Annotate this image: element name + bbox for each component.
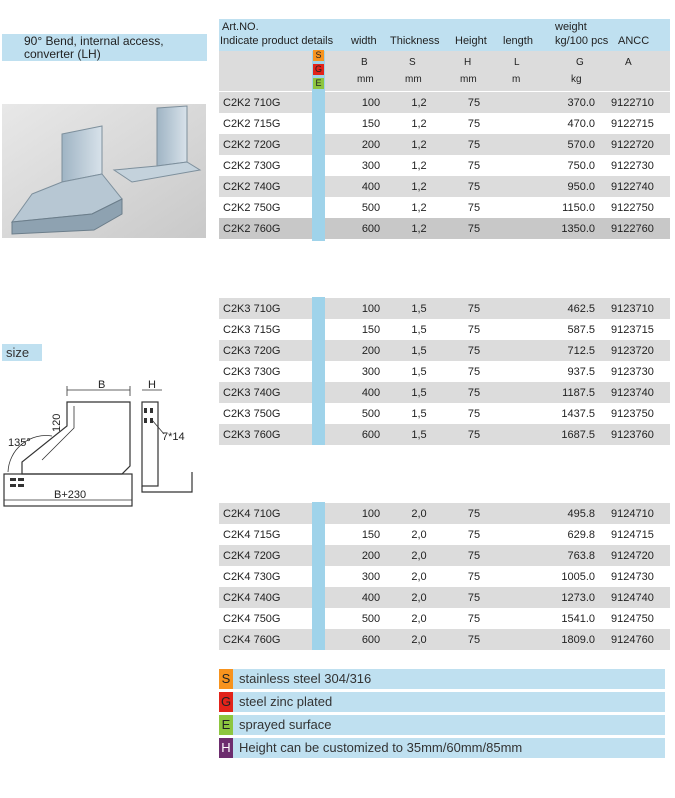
- tag-g-header: G: [314, 64, 322, 74]
- cell-height: 75: [467, 303, 481, 315]
- cell-weight: 1150.0: [562, 202, 595, 214]
- cell-ancc: 9122710: [611, 97, 654, 109]
- cell-art-no: C2K3 710G: [223, 303, 281, 315]
- table-row: [219, 218, 670, 239]
- table-row: [219, 524, 670, 545]
- cell-ancc: 9123740: [611, 387, 654, 399]
- cell-thickness: 1,2: [411, 118, 427, 130]
- table-row: [219, 155, 670, 176]
- cell-ancc: 9122740: [611, 181, 654, 193]
- cell-thickness: 1,5: [411, 366, 427, 378]
- sym-b: B: [361, 57, 368, 68]
- angle-label: 135°: [8, 437, 31, 449]
- cell-art-no: C2K4 760G: [223, 634, 281, 646]
- cell-weight: 1687.5: [561, 429, 595, 441]
- table-row: [219, 382, 670, 403]
- legend-tag-g: G: [219, 692, 233, 712]
- cell-thickness: 1,5: [411, 429, 427, 441]
- cell-weight: 763.8: [567, 550, 595, 562]
- legend-tag-s: S: [219, 669, 233, 689]
- cell-weight: 1541.0: [561, 613, 595, 625]
- cell-thickness: 1,2: [411, 160, 427, 172]
- cell-height: 75: [467, 366, 481, 378]
- cell-width: 100: [361, 303, 381, 315]
- cell-width: 200: [361, 550, 381, 562]
- cell-ancc: 9123760: [611, 429, 654, 441]
- cell-art-no: C2K4 750G: [223, 613, 281, 625]
- header-thickness: Thickness: [390, 35, 440, 47]
- table-row: [219, 176, 670, 197]
- stripe-2: [312, 297, 325, 445]
- cell-width: 150: [361, 118, 381, 130]
- cell-width: 500: [361, 202, 381, 214]
- cell-ancc: 9124710: [611, 508, 654, 520]
- cell-height: 75: [467, 550, 481, 562]
- cell-width: 200: [361, 345, 381, 357]
- cell-height: 75: [467, 160, 481, 172]
- legend-s: [219, 669, 665, 689]
- cell-height: 75: [467, 571, 481, 583]
- cell-height: 75: [467, 387, 481, 399]
- table-row: [219, 608, 670, 629]
- header-indicate: Indicate product details: [220, 35, 334, 47]
- cell-art-no: C2K2 710G: [223, 97, 281, 109]
- cell-width: 150: [361, 324, 381, 336]
- cell-weight: 937.5: [567, 366, 595, 378]
- table-row: [219, 587, 670, 608]
- dim-h-label: H: [148, 379, 156, 391]
- cell-weight: 1005.0: [561, 571, 595, 583]
- tag-s-header: S: [313, 50, 324, 61]
- dim-120-label: 120: [51, 413, 63, 432]
- cell-thickness: 1,2: [411, 181, 427, 193]
- cell-ancc: 9124715: [611, 529, 654, 541]
- cell-art-no: C2K2 720G: [223, 139, 281, 151]
- cell-width: 500: [361, 408, 381, 420]
- cell-ancc: 9123715: [611, 324, 654, 336]
- cell-height: 75: [467, 508, 481, 520]
- cell-height: 75: [467, 97, 481, 109]
- header-art-no: Art.NO.: [222, 21, 259, 33]
- cell-thickness: 1,2: [411, 139, 427, 151]
- cell-weight: 570.0: [567, 139, 595, 151]
- cell-height: 75: [467, 139, 481, 151]
- cell-weight: 470.0: [567, 118, 595, 130]
- legend-g: [219, 692, 665, 712]
- unit-s: mm: [405, 74, 422, 85]
- cell-thickness: 2,0: [411, 508, 427, 520]
- cell-width: 200: [361, 139, 381, 151]
- cell-thickness: 1,5: [411, 345, 427, 357]
- cell-width: 400: [361, 387, 381, 399]
- table-header: [219, 19, 670, 51]
- cell-height: 75: [467, 429, 481, 441]
- cell-weight: 495.8: [567, 508, 595, 520]
- table-row: [219, 403, 670, 424]
- sym-s: S: [409, 57, 416, 68]
- cell-weight: 1273.0: [561, 592, 595, 604]
- dim-total-label: B+230: [54, 489, 87, 501]
- cell-thickness: 2,0: [411, 592, 427, 604]
- unit-g: kg: [571, 74, 582, 85]
- table-c2k4: [219, 503, 670, 650]
- cell-thickness: 2,0: [411, 550, 427, 562]
- cell-width: 600: [361, 634, 381, 646]
- cell-ancc: 9124720: [611, 550, 654, 562]
- unit-l: m: [512, 74, 521, 85]
- table-row: [219, 424, 670, 445]
- header-weight: weight: [555, 21, 587, 33]
- legend-h: [219, 738, 665, 758]
- table-row: [219, 298, 670, 319]
- cell-weight: 462.5: [567, 303, 595, 315]
- sym-g: G: [576, 57, 584, 68]
- cell-ancc: 9124750: [611, 613, 654, 625]
- table-subheader: [219, 51, 670, 91]
- cell-width: 300: [361, 571, 381, 583]
- table-row: [219, 113, 670, 134]
- cell-art-no: C2K2 740G: [223, 181, 281, 193]
- legend-text-s: stainless steel 304/316: [239, 671, 372, 686]
- cell-art-no: C2K3 730G: [223, 366, 281, 378]
- table-row: [219, 92, 670, 113]
- cell-height: 75: [467, 181, 481, 193]
- cell-height: 75: [467, 613, 481, 625]
- header-height: Height: [455, 35, 487, 47]
- cell-thickness: 1,5: [411, 408, 427, 420]
- cell-width: 300: [361, 366, 381, 378]
- cell-height: 75: [467, 529, 481, 541]
- cell-art-no: C2K3 760G: [223, 429, 281, 441]
- cell-art-no: C2K4 740G: [223, 592, 281, 604]
- cell-weight: 1809.0: [561, 634, 595, 646]
- size-label: size: [2, 344, 42, 361]
- cell-width: 500: [361, 613, 381, 625]
- header-weight-unit: kg/100 pcs: [555, 35, 609, 47]
- cell-thickness: 1,2: [411, 97, 427, 109]
- cell-width: 400: [361, 181, 381, 193]
- cell-art-no: C2K3 715G: [223, 324, 281, 336]
- cell-ancc: 9124760: [611, 634, 654, 646]
- cell-art-no: C2K2 760G: [223, 223, 281, 235]
- cell-art-no: C2K4 730G: [223, 571, 281, 583]
- cell-weight: 1437.5: [561, 408, 595, 420]
- cell-thickness: 1,5: [411, 387, 427, 399]
- cell-weight: 587.5: [567, 324, 595, 336]
- cell-height: 75: [467, 345, 481, 357]
- table-row: [219, 319, 670, 340]
- table-row: [219, 545, 670, 566]
- table-row: [219, 566, 670, 587]
- cell-height: 75: [467, 408, 481, 420]
- cell-art-no: C2K3 750G: [223, 408, 281, 420]
- tag-e-header: E: [313, 78, 324, 89]
- header-ancc: ANCC: [618, 35, 650, 47]
- legend-e: [219, 715, 665, 735]
- header-width: width: [351, 35, 377, 47]
- cell-weight: 712.5: [567, 345, 595, 357]
- unit-b: mm: [357, 74, 374, 85]
- cell-height: 75: [467, 592, 481, 604]
- dim-b-label: B: [98, 379, 106, 391]
- cell-thickness: 1,2: [411, 202, 427, 214]
- table-row: [219, 629, 670, 650]
- cell-thickness: 2,0: [411, 571, 427, 583]
- cell-weight: 750.0: [567, 160, 595, 172]
- cell-ancc: 9122760: [611, 223, 654, 235]
- sym-a: A: [625, 57, 632, 68]
- product-photo: [2, 104, 206, 238]
- sym-l: L: [514, 57, 520, 68]
- legend-text-g: steel zinc plated: [239, 694, 333, 709]
- cell-ancc: 9122715: [611, 118, 654, 130]
- cell-ancc: 9123750: [611, 408, 654, 420]
- unit-h: mm: [460, 74, 477, 85]
- cell-ancc: 9123720: [611, 345, 654, 357]
- cell-height: 75: [467, 324, 481, 336]
- cell-weight: 950.0: [567, 181, 595, 193]
- cell-art-no: C2K2 715G: [223, 118, 281, 130]
- technical-drawing: [2, 376, 210, 516]
- cell-ancc: 9124740: [611, 592, 654, 604]
- cell-thickness: 1,2: [411, 223, 427, 235]
- table-c2k2: [219, 92, 670, 239]
- table-row: [219, 134, 670, 155]
- cell-ancc: 9122720: [611, 139, 654, 151]
- cell-width: 600: [361, 429, 381, 441]
- stripe-3: [312, 502, 325, 650]
- cell-thickness: 1,5: [411, 324, 427, 336]
- table-row: [219, 361, 670, 382]
- cell-art-no: C2K4 715G: [223, 529, 281, 541]
- cell-weight: 1187.5: [562, 387, 595, 399]
- header-length: length: [503, 35, 533, 47]
- legend-text-e: sprayed surface: [239, 717, 332, 732]
- cell-width: 100: [361, 97, 381, 109]
- legend-tag-h: H: [219, 738, 233, 758]
- cell-art-no: C2K4 710G: [223, 508, 281, 520]
- cell-art-no: C2K3 740G: [223, 387, 281, 399]
- cell-height: 75: [467, 118, 481, 130]
- legend-tag-e: E: [219, 715, 233, 735]
- cell-width: 100: [361, 508, 381, 520]
- product-title: 90° Bend, internal access, converter (LH): [2, 34, 207, 61]
- table-row: [219, 340, 670, 361]
- table-row: [219, 503, 670, 524]
- cell-height: 75: [467, 223, 481, 235]
- cell-weight: 1350.0: [561, 223, 595, 235]
- cell-art-no: C2K2 750G: [223, 202, 281, 214]
- table-row: [219, 197, 670, 218]
- cell-art-no: C2K3 720G: [223, 345, 281, 357]
- cell-width: 600: [361, 223, 381, 235]
- table-c2k3: [219, 298, 670, 445]
- cell-thickness: 2,0: [411, 613, 427, 625]
- cell-weight: 629.8: [567, 529, 595, 541]
- cell-art-no: C2K2 730G: [223, 160, 281, 172]
- cell-art-no: C2K4 720G: [223, 550, 281, 562]
- cell-ancc: 9122750: [611, 202, 654, 214]
- slot-label: 7*14: [162, 431, 185, 443]
- cell-weight: 370.0: [567, 97, 595, 109]
- cell-thickness: 1,5: [411, 303, 427, 315]
- cell-ancc: 9123730: [611, 366, 654, 378]
- cell-width: 300: [361, 160, 381, 172]
- cell-thickness: 2,0: [411, 529, 427, 541]
- cell-ancc: 9124730: [611, 571, 654, 583]
- cell-ancc: 9123710: [611, 303, 654, 315]
- legend-text-h: Height can be customized to 35mm/60mm/85mm: [239, 740, 523, 755]
- cell-ancc: 9122730: [611, 160, 654, 172]
- cell-width: 150: [361, 529, 381, 541]
- cell-width: 400: [361, 592, 381, 604]
- cell-height: 75: [467, 634, 481, 646]
- sym-h: H: [464, 57, 472, 68]
- cell-thickness: 2,0: [411, 634, 427, 646]
- cell-height: 75: [467, 202, 481, 214]
